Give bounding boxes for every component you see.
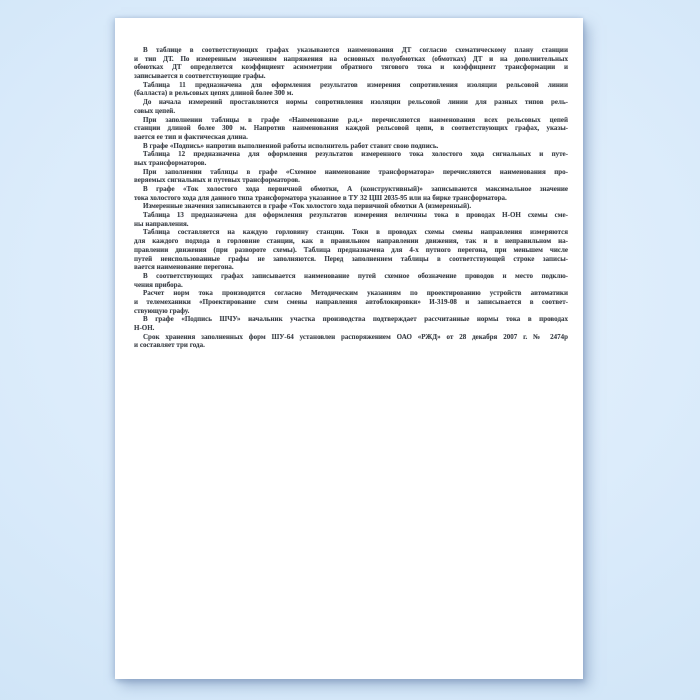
text-line: вых трансформаторов. [134, 158, 207, 167]
text-line: Таблица составляется на каждую горловину станции. Токи в проводах схемы смены направления измеряются [143, 228, 568, 237]
document-page [115, 18, 583, 679]
text-line: Н-ОН. [134, 324, 155, 332]
text-line: и тип ДТ. По измеренным значениям напряжения на основных полуобмотках (обмотках) ДТ и на дополнительных [134, 54, 568, 63]
text-line: записывается в соответствующие графы. [134, 72, 266, 81]
text-line: чения прибора. [134, 280, 183, 289]
text-line: В графе «Ток холостого хода первичной обмотки, А (конструктивный)» записываются максимальное значение [143, 185, 568, 193]
text-line: путей неиспользованные графы не заполняются. Перед заполнением таблицы в соответствующей строке записы- [134, 254, 568, 263]
text-line: совых цепей. [134, 106, 176, 115]
text-line: Таблица 12 предназначена для оформления результатов измеренного тока холостого хода сигнальных и путе- [143, 150, 568, 159]
text-line: и составляет три года. [134, 341, 205, 350]
text-line: (балласта) в рельсовых цепях длиной более 300 м. [134, 89, 294, 98]
text-line: Измеренные значения записываются в графе «Ток холостого хода первичной обмотки А (измеренный). [143, 202, 472, 211]
text-line: При заполнении таблицы в графе «Наименование р.ц.» перечисляются наименования всех рельсовых цепей [143, 115, 568, 124]
text-line: При заполнении таблицы в графе «Схемное наименование трансформатора» перечисляются наименования про- [143, 167, 568, 176]
text-line: и телемеханики «Проектирование схем смены направления автоблокировки» И-319-08 и записывается в соответ- [134, 297, 568, 306]
text-line: правлении движения (при развороте схемы). Таблица предназначена для 4-х путного перегона, при меньшем числе [134, 245, 568, 254]
text-line: вается наименование перегона. [134, 263, 234, 272]
text-line: ны направления. [134, 219, 189, 228]
text-line: Таблица 11 предназначена для оформления результатов измерения сопротивления изоляции рельсовой линии [143, 80, 568, 89]
document-text-block [134, 46, 568, 350]
text-line: обмотках ДТ определяется коэффициент асимметрии обратного тягового тока и коэффициент трансформации и [134, 63, 568, 72]
text-line: для каждого подхода в горловине станции, как в правильном направлении движения, так и в неправильном на- [134, 237, 568, 246]
text-line: Таблица 13 предназначена для оформления результатов измерения величины тока в проводах Н-ОН схемы сме- [143, 211, 568, 220]
text-line: В соответствующих графах записывается наименование путей схемное обозначение проводов и место подклю- [143, 271, 568, 280]
text-line: В графе «Подпись» напротив выполненной работы исполнитель работ ставит свою подпись. [143, 141, 439, 150]
text-line: вается ее тип и фактическая длина. [134, 132, 248, 141]
text-line: тока холостого хода для данного типа трансформатора указанное в ТУ 32 ЦШ 2035-95 или на бирке трансформатора. [134, 193, 507, 202]
text-line: В графе «Подпись ШЧУ» начальник участка производства подтверждает рассчитанные нормы тока в проводах [143, 315, 568, 324]
text-line: веряемых сигнальных и путевых трансформаторов. [134, 176, 300, 185]
text-line: В таблице в соответствующих графах указываются наименования ДТ согласно схематическому плану станции [143, 46, 568, 54]
text-line: До начала измерений проставляются нормы сопротивления изоляции рельсовой линии для разных типов рель- [143, 98, 568, 107]
text-line: ствующую графу. [134, 306, 190, 315]
text-line: Срок хранения заполненных форм ШУ-64 установлен распоряжением ОАО «РЖД» от 28 декабря 2007 г. № 2474р [143, 332, 568, 341]
text-line: Расчет норм тока производится согласно Методическим указаниям по проектированию устройств автоматики [143, 289, 568, 298]
text-line: станции длиной более 300 м. Напротив наименования каждой рельсовой цепи, в соответствующих графах, указы- [134, 124, 568, 133]
